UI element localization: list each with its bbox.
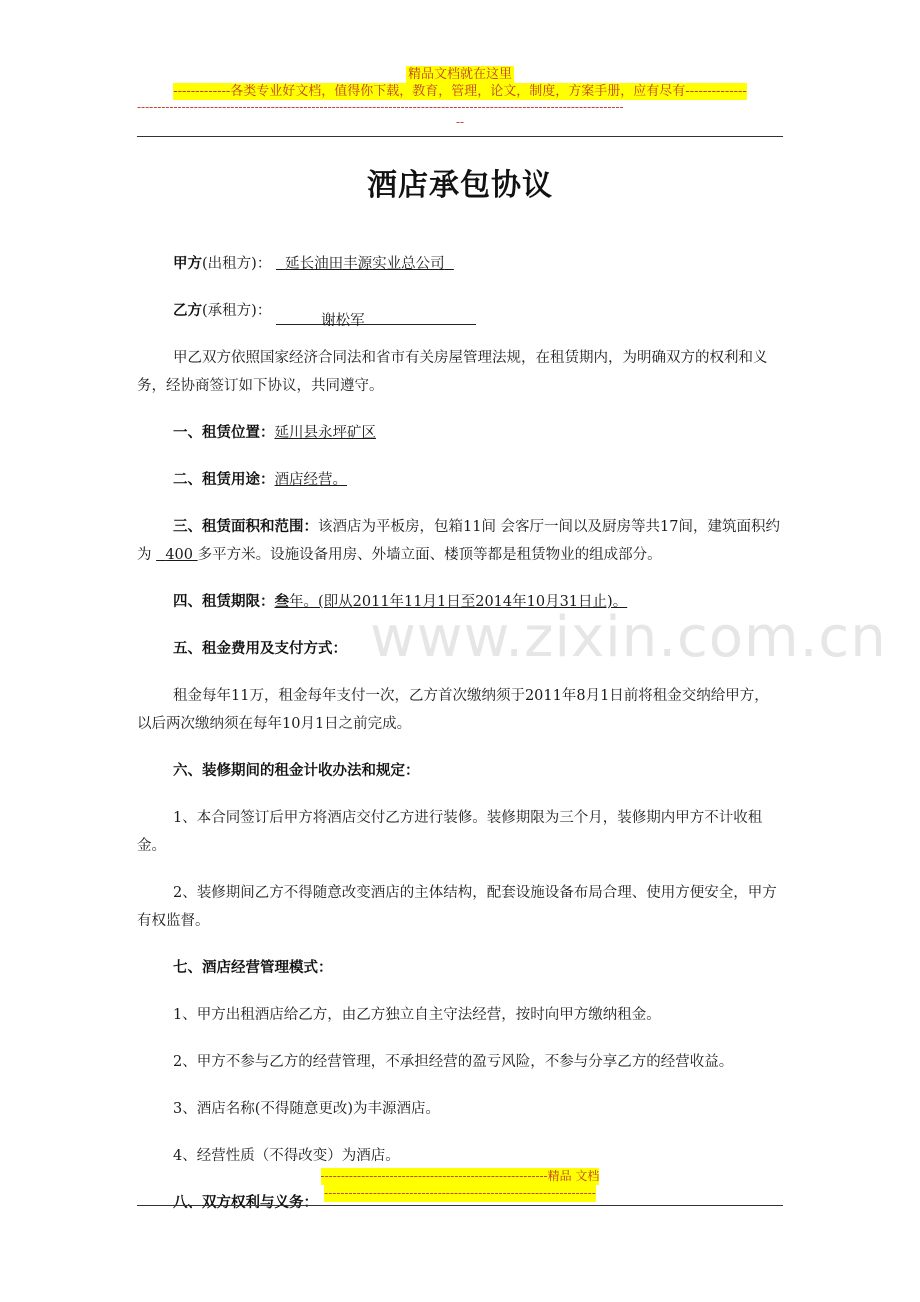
header-line-2: -------------各类专业好文档，值得你下载，教育，管理，论文，制度，方案手册，应有尽有-------------- <box>173 84 747 99</box>
section-2-value: 酒店经营。 <box>274 472 347 488</box>
section-4-years: 叁 <box>274 593 289 610</box>
party-b-line <box>137 297 783 329</box>
party-a-line <box>137 250 783 278</box>
section-2-label: 二、租赁用途： <box>173 471 275 488</box>
section-7-heading <box>137 954 783 982</box>
section-7-item: 2、甲方不参与乙方的经营管理，不承担经营的盈亏风险，不参与分享乙方的经营收益。 <box>173 1054 734 1070</box>
footer-line-1: --------------------------------------------------------精品 文档 <box>320 1169 600 1183</box>
party-a-label: 甲方 <box>173 255 202 272</box>
footer-rule <box>137 1205 783 1206</box>
section-6-item: 1、本合同签订后甲方将酒店交付乙方进行装修。装修期限为三个月，装修期内甲方不计收租金。 <box>137 810 763 854</box>
section-3-text-before: 该酒店为平板房，包箱11间 会客厅一间以及厨房等共17间，建筑面积约为 <box>137 519 781 563</box>
section-5-heading <box>137 635 783 663</box>
party-b-label: 乙方 <box>173 302 202 319</box>
party-b-role: (承租方)： <box>202 303 272 319</box>
footer-line-2: ------------------------------------------------------------------- <box>324 1186 596 1200</box>
header-line-1: 精品文档就在这里 <box>407 67 512 82</box>
intro-paragraph: 甲乙双方依照国家经济合同法和省市有关房屋管理法规，在租赁期内，为明确双方的权利和义务，经协商签订如下协议，共同遵守。 <box>137 350 768 394</box>
document-body <box>137 250 783 1217</box>
page-footer <box>137 1168 783 1202</box>
section-1 <box>137 419 783 447</box>
section-4 <box>137 588 783 616</box>
section-7-label: 七、酒店经营管理模式： <box>173 959 333 976</box>
section-4-value: 年。(即从2011年11月1日至2014年10月31日止)。 <box>289 594 628 610</box>
section-6-item: 2、装修期间乙方不得随意改变酒店的主体结构，配套设施设备布局合理、使用方便安全，甲方有权监督。 <box>137 885 777 929</box>
party-b-value: 谢松军 <box>276 307 476 325</box>
party-a-role: (出租方)： <box>202 256 272 272</box>
section-1-value: 延川县永坪矿区 <box>274 425 376 441</box>
section-3 <box>137 513 783 569</box>
section-5-label: 五、租金费用及支付方式： <box>173 640 347 657</box>
document-title: 酒店承包协议 <box>367 168 553 203</box>
header-line-3b: -- <box>455 115 465 129</box>
watermark: www.zixin.com.cn <box>370 605 887 670</box>
section-6-heading <box>137 757 783 785</box>
section-7-item: 4、经营性质（不得改变）为酒店。 <box>173 1148 400 1164</box>
party-a-value: 延长油田丰源实业总公司 <box>285 256 445 272</box>
section-8-label: 八、双方权利与义务： <box>173 1194 318 1211</box>
section-3-area: 400 <box>165 547 194 563</box>
section-5-text: 租金每年11万，租金每年支付一次，乙方首次缴纳须于2011年8月1日前将租金交纳给甲方，以后两次缴纳须在每年10月1日之前完成。 <box>137 688 769 732</box>
header-rule <box>137 136 783 137</box>
page-header <box>137 66 783 129</box>
section-2 <box>137 466 783 494</box>
section-3-text-after: 多平方米。设施设备用房、外墙立面、楼顶等都是租赁物业的组成部分。 <box>197 547 662 563</box>
section-7-item: 3、酒店名称(不得随意更改)为丰源酒店。 <box>173 1101 441 1117</box>
section-7-item: 1、甲方出租酒店给乙方，由乙方独立自主守法经营，按时向甲方缴纳租金。 <box>173 1007 661 1023</box>
section-1-label: 一、租赁位置： <box>173 424 275 441</box>
header-line-3: ------------------------------------------------------------------------------------------------------------------------ <box>137 100 624 114</box>
section-4-label: 四、租赁期限： <box>173 593 275 610</box>
section-6-label: 六、装修期间的租金计收办法和规定： <box>173 762 420 779</box>
section-3-label: 三、租赁面积和范围： <box>173 518 318 535</box>
